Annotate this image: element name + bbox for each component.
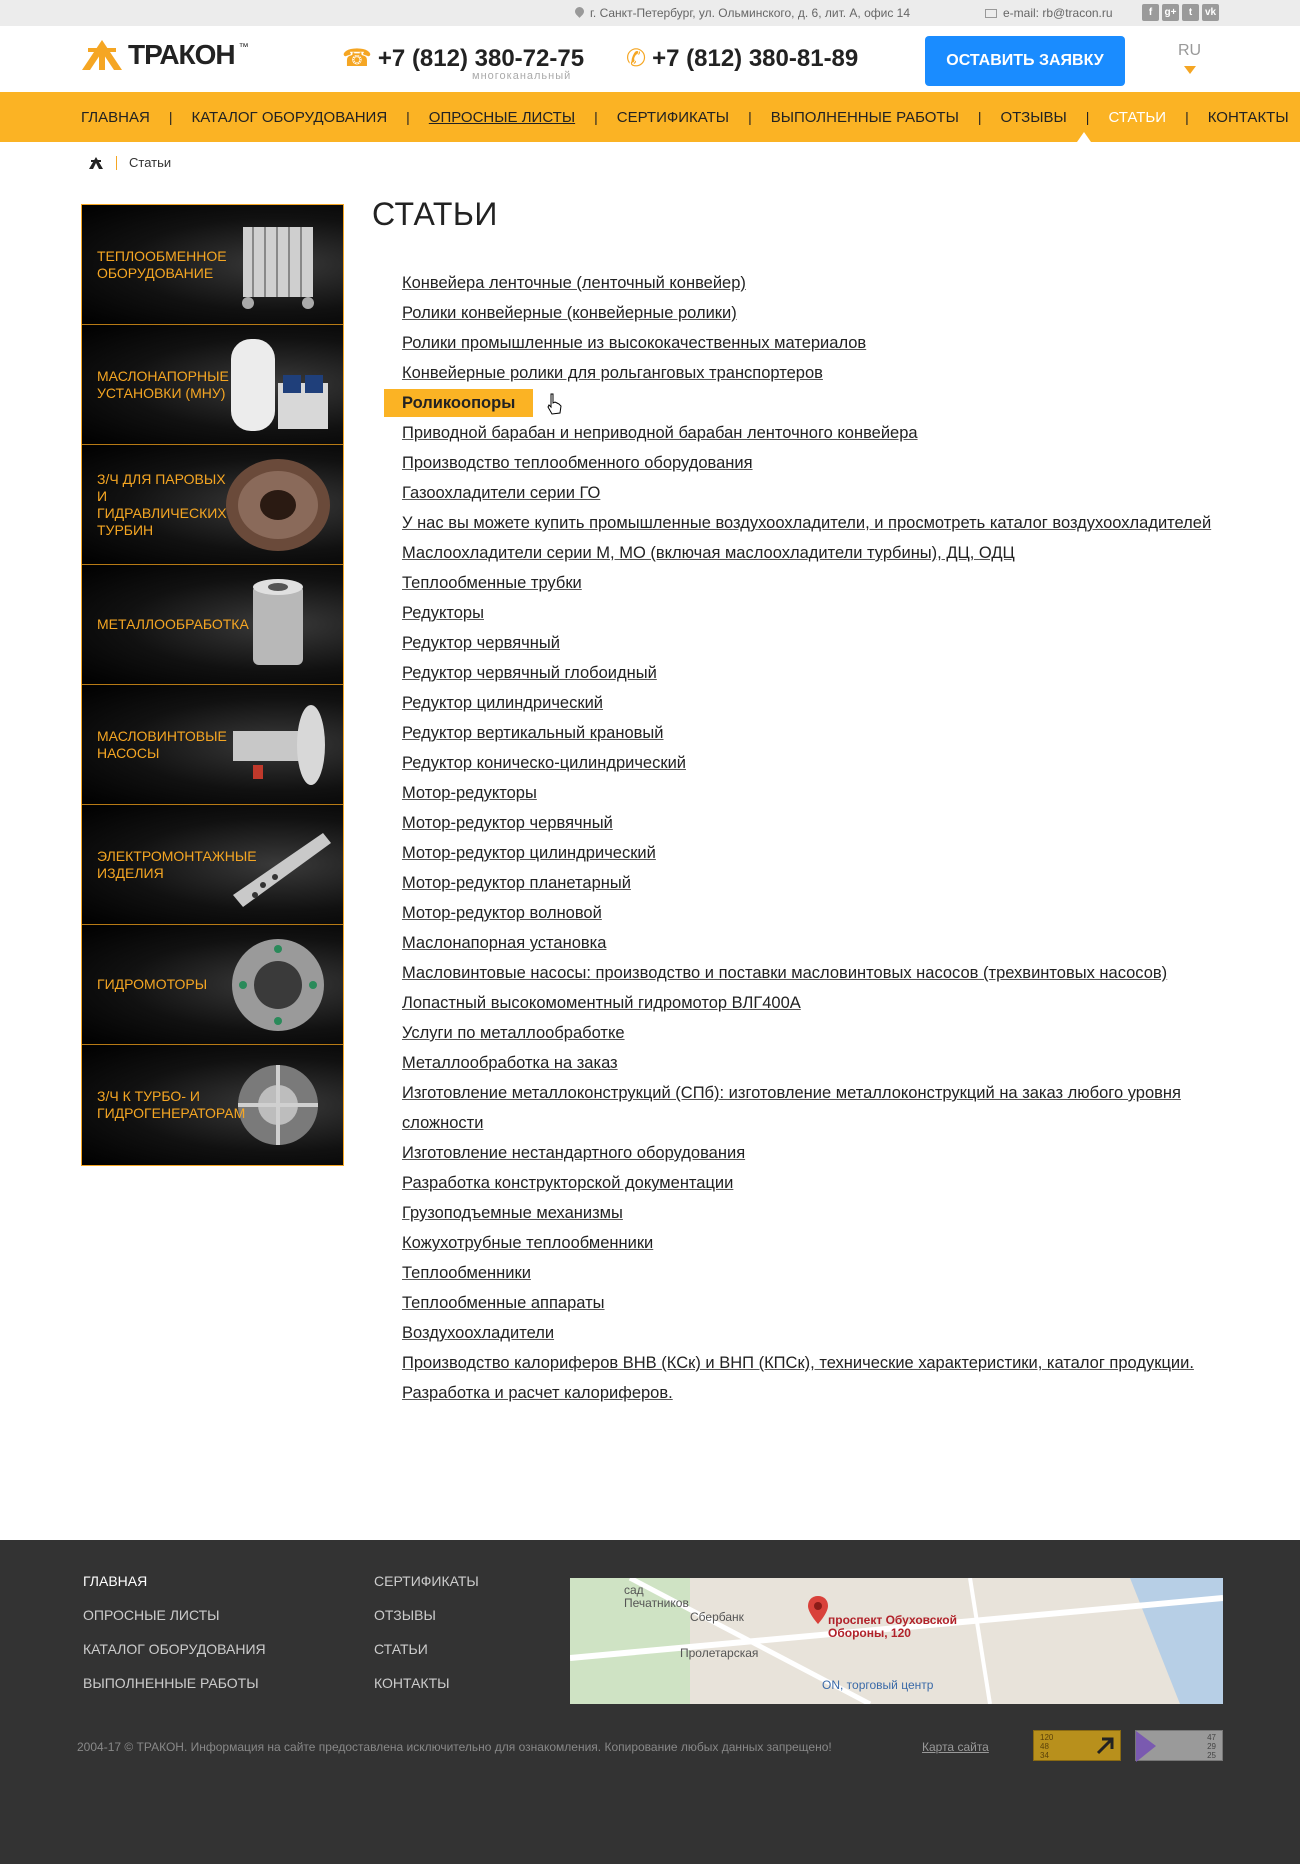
map-pin-icon[interactable]	[808, 1596, 828, 1624]
map-address-label: проспект Обуховской Обороны, 120	[828, 1613, 957, 1640]
list-item[interactable]	[402, 778, 1222, 808]
breadcrumb-divider	[116, 156, 117, 170]
counter-logo-icon	[1136, 1731, 1156, 1762]
article-link[interactable]: Грузоподъемные механизмы	[402, 1204, 623, 1222]
articles-list	[402, 268, 1222, 1408]
envelope-icon	[985, 9, 997, 18]
catalog-sidebar	[81, 204, 344, 1166]
sidebar-item-turbine-parts[interactable]	[82, 445, 343, 565]
article-link[interactable]: Металлообработка на заказ	[402, 1054, 618, 1072]
footer-link-articles[interactable]: СТАТЬИ	[374, 1641, 428, 1657]
list-item[interactable]	[402, 298, 1222, 328]
map-park-label: сад Печатников	[624, 1583, 689, 1610]
list-item-hovered[interactable]	[402, 388, 1222, 418]
list-item[interactable]	[402, 598, 1222, 628]
list-item[interactable]	[402, 418, 1222, 448]
sidebar-item-label[interactable]: ГИДРОМОТОРЫ	[97, 976, 208, 992]
sidebar-item-label[interactable]: МАСЛОНАПОРНЫЕ УСТАНОВКИ (МНУ)	[97, 367, 229, 401]
oil-unit-image	[223, 335, 333, 435]
logo-trademark: ™	[238, 42, 249, 53]
phone-2[interactable]	[626, 44, 858, 73]
list-item[interactable]	[402, 328, 1222, 358]
list-item[interactable]	[402, 568, 1222, 598]
nav-separator: |	[168, 109, 173, 125]
google-plus-icon[interactable]: g+	[1162, 4, 1179, 21]
sidebar-item-label[interactable]: З/Ч ДЛЯ ПАРОВЫХ И ГИДРАВЛИЧЕСКИХ ТУРБИН	[97, 470, 227, 538]
facebook-icon[interactable]: f	[1142, 4, 1159, 21]
article-link[interactable]: Теплообменные трубки	[402, 574, 582, 592]
language-selector[interactable]	[1178, 42, 1201, 74]
arrow-up-right-icon	[1094, 1735, 1116, 1757]
list-item[interactable]	[402, 628, 1222, 658]
footer-link-contacts[interactable]: КОНТАКТЫ	[374, 1675, 450, 1691]
footer-link-certificates[interactable]: СЕРТИФИКАТЫ	[374, 1573, 479, 1589]
article-link[interactable]: Мотор-редуктор планетарный	[402, 874, 631, 892]
counter-2-value: 47	[1207, 1733, 1216, 1742]
article-link[interactable]: Редуктор вертикальный крановый	[402, 724, 664, 742]
sidebar-item-screw-pumps[interactable]	[82, 685, 343, 805]
nav-item-works[interactable]: ВЫПОЛНЕННЫЕ РАБОТЫ	[770, 108, 959, 126]
nav-item-catalog[interactable]: КАТАЛОГ ОБОРУДОВАНИЯ	[191, 108, 388, 126]
email-text[interactable]: e-mail: rb@tracon.ru	[1003, 6, 1113, 20]
list-item[interactable]	[402, 538, 1222, 568]
list-item[interactable]	[402, 988, 1222, 1018]
nav-item-questionnaires[interactable]: ОПРОСНЫЕ ЛИСТЫ	[428, 108, 576, 126]
nav-separator: |	[406, 109, 410, 125]
map-mall-label: ON, торговый центр	[822, 1678, 934, 1692]
breadcrumb	[88, 155, 171, 170]
list-item[interactable]	[402, 958, 1222, 988]
hand-cursor-icon	[546, 393, 562, 415]
article-link[interactable]: Конвейерные ролики для рольганговых транспортеров	[402, 364, 823, 382]
nav-separator: |	[594, 109, 598, 125]
article-link[interactable]: Редукторы	[402, 604, 484, 622]
screw-pump-image	[223, 695, 333, 795]
article-link[interactable]: Производство калориферов ВНВ (КСк) и ВНП (КПСк), технические характеристики, каталог продукции.	[402, 1354, 1194, 1372]
hydromotor-image	[223, 935, 333, 1035]
nav-separator: |	[1085, 109, 1090, 125]
list-item[interactable]	[402, 448, 1222, 478]
counter-1-value: 34	[1040, 1751, 1049, 1760]
article-link[interactable]: Редуктор коническо-цилиндрический	[402, 754, 687, 772]
list-item[interactable]	[402, 928, 1222, 958]
phone-1[interactable]	[342, 44, 584, 73]
article-link[interactable]: Маслонапорная установка	[402, 934, 607, 952]
article-link[interactable]: Кожухотрубные теплообменники	[402, 1234, 654, 1252]
nav-separator: |	[977, 109, 982, 125]
phone-2-number[interactable]: +7 (812) 380-81-89	[652, 44, 859, 72]
counter-1-values	[1040, 1733, 1053, 1760]
article-link[interactable]: У нас вы можете купить промышленные воздухоохладители, и просмотреть каталог воздухоохладителей	[402, 514, 1212, 532]
list-item[interactable]	[402, 838, 1222, 868]
list-item[interactable]	[402, 1228, 1222, 1258]
article-link[interactable]: Мотор-редуктор цилиндрический	[402, 844, 656, 862]
active-nav-indicator	[1077, 132, 1091, 142]
footer-link-home[interactable]: ГЛАВНАЯ	[83, 1573, 148, 1589]
article-link[interactable]: Газоохладители серии ГО	[402, 484, 601, 502]
sidebar-item-label[interactable]: ТЕПЛООБМЕННОЕ ОБОРУДОВАНИЕ	[97, 247, 227, 281]
footer-link-reviews[interactable]: ОТЗЫВЫ	[374, 1607, 436, 1623]
list-item[interactable]	[402, 1378, 1222, 1408]
sidebar-item-heat-exchange[interactable]	[82, 205, 343, 325]
list-item[interactable]	[402, 508, 1222, 538]
list-item[interactable]	[402, 1078, 1222, 1138]
list-item[interactable]	[402, 1138, 1222, 1168]
copyright: 2004-17 © ТРАКОН. Информация на сайте предоставлена исключительно для ознакомления. Копирование любых данных запрещено!	[77, 1740, 832, 1754]
submit-request-button[interactable]: ОСТАВИТЬ ЗАЯВКУ	[925, 36, 1125, 86]
list-item[interactable]	[402, 808, 1222, 838]
nav-item-reviews[interactable]: ОТЗЫВЫ	[1000, 108, 1067, 126]
map-metro-label: Пролетарская	[680, 1646, 759, 1660]
heat-exchanger-image	[223, 215, 333, 315]
list-item[interactable]	[402, 688, 1222, 718]
page-title: СТАТЬИ	[372, 196, 498, 232]
footer-nav-col-2	[374, 1564, 479, 1700]
list-item[interactable]	[402, 1018, 1222, 1048]
footer-link-questionnaires[interactable]: ОПРОСНЫЕ ЛИСТЫ	[83, 1607, 220, 1623]
list-item[interactable]	[402, 658, 1222, 688]
article-link[interactable]: Редуктор червячный глобоидный	[402, 664, 657, 682]
phone-1-subtitle: многоканальный	[472, 70, 572, 82]
article-link[interactable]: Роликоопоры	[402, 394, 516, 412]
article-link[interactable]: Теплообменные аппараты	[402, 1294, 605, 1312]
sidebar-item-label[interactable]: МАСЛОВИНТОВЫЕ НАСОСЫ	[97, 727, 227, 761]
turbine-wheel-image	[223, 455, 333, 555]
home-icon[interactable]	[88, 156, 104, 170]
article-link[interactable]: Мотор-редуктор волновой	[402, 904, 602, 922]
article-link[interactable]: Изготовление металлоконструкций (СПб): изготовление металлоконструкций на заказ любого уровня сложности	[402, 1084, 1181, 1132]
sidebar-item-electrical[interactable]	[82, 805, 343, 925]
nav-item-home[interactable]: ГЛАВНАЯ	[81, 108, 150, 126]
article-link[interactable]: Услуги по металлообработке	[402, 1024, 625, 1042]
twitter-icon[interactable]: t	[1182, 4, 1199, 21]
counter-1-value: 48	[1040, 1742, 1049, 1751]
article-link[interactable]: Приводной барабан и неприводной барабан ленточного конвейера	[402, 424, 918, 442]
nav-separator: |	[1185, 109, 1189, 125]
nav-item-articles[interactable]: СТАТЬИ	[1108, 108, 1167, 126]
article-link[interactable]: Мотор-редуктор червячный	[402, 814, 613, 832]
article-link[interactable]: Редуктор червячный	[402, 634, 560, 652]
article-link[interactable]: Редуктор цилиндрический	[402, 694, 604, 712]
location-pin-icon	[575, 7, 584, 19]
list-item[interactable]	[402, 268, 1222, 298]
address-text: г. Санкт-Петербург, ул. Ольминского, д. 6, лит. А, офис 14	[590, 6, 911, 20]
article-link[interactable]: Мотор-редукторы	[402, 784, 537, 802]
site-header	[0, 26, 1300, 92]
busbar-image	[223, 815, 333, 915]
nav-item-contacts[interactable]: КОНТАКТЫ	[1207, 108, 1289, 126]
list-item[interactable]	[402, 1198, 1222, 1228]
list-item[interactable]	[402, 1258, 1222, 1288]
vk-icon[interactable]: vk	[1202, 4, 1219, 21]
list-item[interactable]	[402, 748, 1222, 778]
list-item[interactable]	[402, 1048, 1222, 1078]
map-bank-label: Сбербанк	[690, 1610, 744, 1624]
sitemap-link[interactable]: Карта сайта	[922, 1740, 989, 1754]
list-item[interactable]	[402, 358, 1222, 388]
main-nav	[0, 92, 1300, 142]
logo[interactable]	[80, 38, 249, 72]
article-link[interactable]: Маслоохладители серии М, МО (включая маслоохладители турбины), ДЦ, ОДЦ	[402, 544, 1015, 562]
sidebar-item-metalworking[interactable]	[82, 565, 343, 685]
email[interactable]	[985, 6, 1113, 20]
article-link[interactable]: Воздухоохладители	[402, 1324, 555, 1342]
sidebar-item-oil-pressure[interactable]	[82, 325, 343, 445]
phone-1-number[interactable]: +7 (812) 380-72-75	[377, 44, 585, 72]
sidebar-item-label[interactable]: МЕТАЛЛООБРАБОТКА	[97, 616, 249, 632]
list-item[interactable]	[402, 1168, 1222, 1198]
footer-link-catalog[interactable]: КАТАЛОГ ОБОРУДОВАНИЯ	[83, 1641, 266, 1657]
hover-highlight[interactable]	[384, 389, 533, 417]
handset-icon: ✆	[626, 45, 647, 72]
article-link[interactable]: Конвейера ленточные (ленточный конвейер)	[402, 274, 746, 292]
list-item[interactable]	[402, 868, 1222, 898]
footer-link-works[interactable]: ВЫПОЛНЕННЫЕ РАБОТЫ	[83, 1675, 259, 1691]
article-link[interactable]: Ролики конвейерные (конвейерные ролики)	[402, 304, 737, 322]
phone-icon: ☎	[342, 45, 372, 72]
article-link[interactable]: Лопастный высокомоментный гидромотор ВЛГ400А	[402, 994, 801, 1012]
article-link[interactable]: Производство теплообменного оборудования	[402, 454, 753, 472]
logo-text: ТРАКОН	[128, 39, 235, 70]
counter-2-value: 25	[1207, 1751, 1216, 1760]
site-footer	[0, 1540, 1300, 1864]
nav-separator: |	[748, 109, 752, 125]
article-link[interactable]: Разработка и расчет калориферов.	[402, 1384, 673, 1402]
sidebar-item-label[interactable]: ЭЛЕКТРОМОНТАЖНЫЕ ИЗДЕЛИЯ	[97, 847, 257, 881]
social-links	[1142, 4, 1219, 21]
article-link[interactable]: Масловинтовые насосы: производство и поставки масловинтовых насосов (трехвинтовых насосов)	[402, 964, 1168, 982]
counter-1-value: 120	[1040, 1733, 1054, 1742]
visit-counter-1[interactable]	[1033, 1730, 1121, 1761]
sidebar-item-hydromotors[interactable]	[82, 925, 343, 1045]
article-link[interactable]: Теплообменники	[402, 1264, 531, 1282]
article-link[interactable]: Ролики промышленные из высококачественных материалов	[402, 334, 867, 352]
article-link[interactable]: Изготовление нестандартного оборудования	[402, 1144, 746, 1162]
list-item[interactable]	[402, 1318, 1222, 1348]
list-item[interactable]	[402, 1348, 1222, 1378]
sidebar-item-label[interactable]: З/Ч К ТУРБО- И ГИДРОГЕНЕРАТОРАМ	[97, 1088, 246, 1121]
counter-2-value: 29	[1207, 1742, 1216, 1751]
breadcrumb-current: Статьи	[129, 155, 172, 170]
visit-counter-2[interactable]	[1135, 1730, 1223, 1761]
language-label[interactable]: RU	[1178, 42, 1202, 59]
list-item[interactable]	[402, 898, 1222, 928]
list-item[interactable]	[402, 1288, 1222, 1318]
top-info-bar	[0, 0, 1300, 26]
logo-icon	[80, 38, 124, 72]
address	[575, 6, 910, 20]
sidebar-item-generator-parts[interactable]	[82, 1045, 343, 1165]
nav-item-certificates[interactable]: СЕРТИФИКАТЫ	[616, 108, 730, 126]
chevron-down-icon[interactable]	[1184, 66, 1196, 74]
list-item[interactable]	[402, 478, 1222, 508]
counter-2-values	[1207, 1733, 1216, 1760]
footer-nav-col-1	[83, 1564, 266, 1700]
location-map[interactable]	[570, 1578, 1223, 1704]
list-item[interactable]	[402, 718, 1222, 748]
article-link[interactable]: Разработка конструкторской документации	[402, 1174, 734, 1192]
